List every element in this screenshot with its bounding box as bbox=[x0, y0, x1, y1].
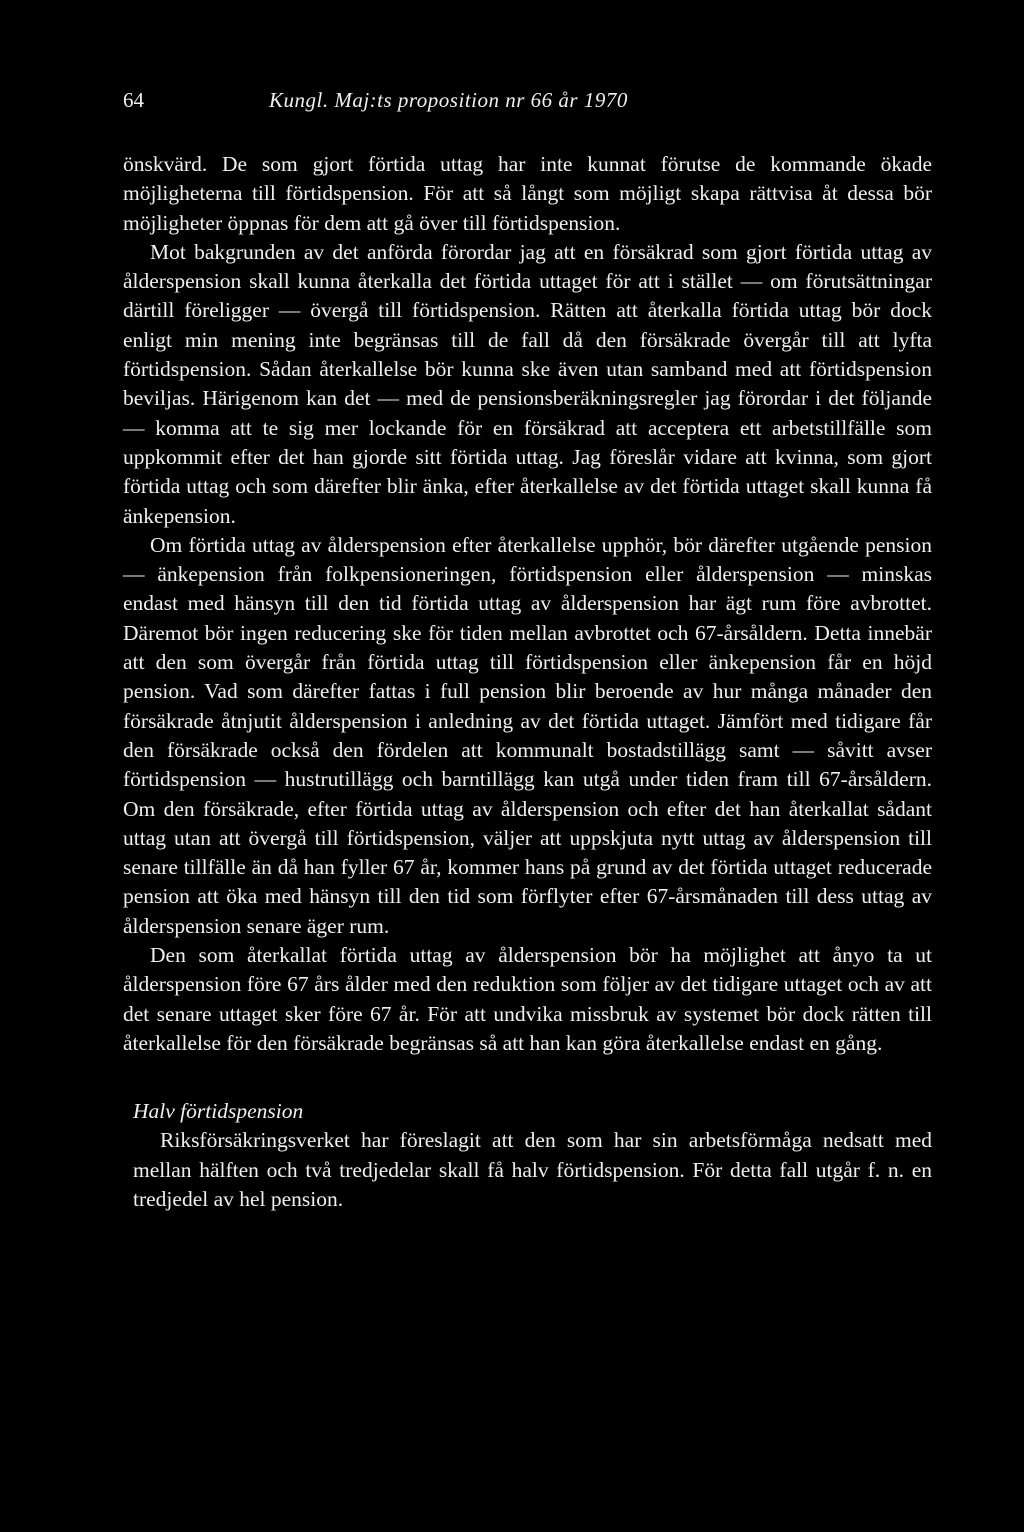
running-title: Kungl. Maj:ts proposition nr 66 år 1970 bbox=[269, 88, 628, 112]
section-heading: Halv förtidspension bbox=[133, 1099, 304, 1124]
paragraph: Mot bakgrunden av det anförda förordar jag att en försäkrad som gjort förtida uttag av ålderspension skall kunna återkalla det förtida uttaget för att i stället — om förutsättningar därtill föreligger — övergå till förtidspension. Rätten att återkalla förtida uttag bör dock enligt min mening inte begränsas till de fall då den försäkrade övergår till att lyfta förtidspension. Sådan återkallelse bör kunna ske även utan samband med att förtidspension beviljas. Härigenom kan det — med de pensionsberäkningsregler jag förordar i det följande — komma att te sig mer lockande för en försäkrad att acceptera ett arbetstillfälle som uppkommit efter det han gjorde sitt förtida uttag. Jag föreslår vidare att kvinna, som gjort förtida uttag och som därefter blir änka, efter återkallelse av det förtida uttaget skall kunna få änkepension. bbox=[123, 239, 932, 528]
paragraph-continuation: önskvärd. De som gjort förtida uttag har inte kunnat förutse de kommande ökade möjligheterna till förtidspension. För att så långt som möjligt skapa rättvisa åt dessa bör möjligheter öppnas för dem att gå över till förtidspension. bbox=[123, 152, 932, 235]
page-number: 64 bbox=[123, 88, 144, 112]
paragraph: Om förtida uttag av ålderspension efter återkallelse upphör, bör därefter utgående pension — änkepension från folkpensioneringen, förtidspension eller ålderspension — minskas endast med hänsyn till den tid förtida uttag av ålderspension har ägt rum före avbrottet. Däremot bör ingen reducering ske för tiden mellan avbrottet och 67-årsåldern. Detta innebär att den som övergår från förtida uttag till förtidspension eller änkepension får en höjd pension. Vad som därefter fattas i full pension blir beroende av hur många månader den försäkrade åtnjutit ålderspension i anledning av det förtida uttaget. Jämfört med tidigare får den försäkrade också den fördelen att kommunalt bostadstillägg samt — såvitt avser förtidspension — hustrutillägg och barntillägg kan utgå under tiden fram till 67-årsåldern. Om den försäkrade, efter förtida uttag av ålderspension och efter det han återkallat sådant uttag utan att övergå till förtidspension, väljer att uppskjuta nytt uttag av ålderspension till senare tillfälle än då han fyller 67 år, kommer hans på grund av det förtida uttaget reducerade pension att öka med hänsyn till den tid som förflyter efter 67-årsmånaden till dess uttag av ålderspension senare äger rum. bbox=[123, 532, 932, 938]
paragraph: Den som återkallat förtida uttag av ålderspension bör ha möjlighet att ånyo ta ut ålderspension före 67 års ålder med den reduktion som följer av det tidigare uttaget och av att det senare uttaget sker före 67 år. För att undvika missbruk av systemet bör dock rätten till återkallelse för den försäkrade begränsas så att han kan göra återkallelse endast en gång. bbox=[123, 943, 932, 1055]
page-header bbox=[123, 88, 932, 118]
section-paragraph: Riksförsäkringsverket har föreslagit att den som har sin arbetsförmåga nedsatt med mellan hälften och två tredjedelar skall få halv förtidspension. För detta fall utgår f. n. en tredjedel av hel pension. bbox=[133, 1128, 932, 1211]
